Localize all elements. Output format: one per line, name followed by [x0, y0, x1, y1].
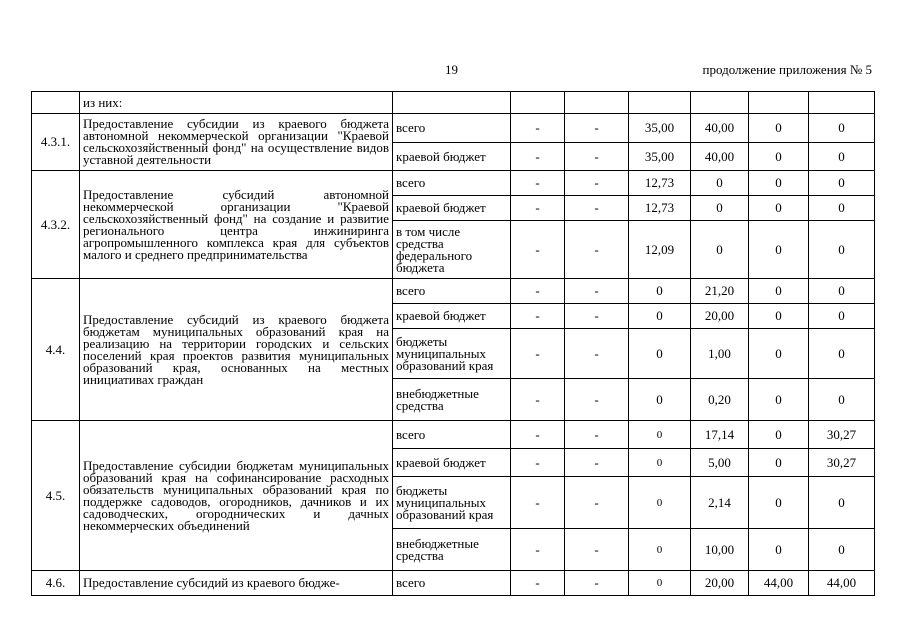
value-cell: 30,27 — [809, 449, 875, 477]
value-cell: - — [565, 196, 629, 221]
value-cell: - — [565, 329, 629, 379]
row-description: Предоставление субсидии из краевого бюджета автономной некоммерческой организации "Краевой сельскохозяйственный фонд" на осуществление видов уставной деятельности — [80, 114, 393, 171]
value-cell: 2,14 — [691, 477, 749, 529]
value-cell: 0 — [809, 279, 875, 304]
value-cell: 10,00 — [691, 529, 749, 571]
value-cell: - — [511, 304, 565, 329]
value-cell: - — [511, 379, 565, 421]
value-cell: 0 — [749, 279, 809, 304]
row-description: Предоставление субсидии бюджетам муниципальных образований края на софинансирование расходных обязательств муниципальных образований края по поддержке садоводов, огородников, дачников и их садоводческих, огороднических и дачных некоммерческих объединений — [80, 421, 393, 571]
subheader-cell: из них: — [80, 92, 393, 114]
value-cell: - — [565, 171, 629, 196]
value-cell: 44,00 — [749, 571, 809, 596]
value-cell: - — [511, 221, 565, 279]
value-cell: - — [565, 449, 629, 477]
funding-source: краевой бюджет — [393, 449, 511, 477]
table-row — [32, 171, 875, 196]
value-cell: 0 — [691, 171, 749, 196]
funding-source: всего — [393, 571, 511, 596]
value-cell: - — [565, 304, 629, 329]
value-cell: 0 — [629, 571, 691, 596]
value-cell: 0 — [749, 449, 809, 477]
value-cell: - — [565, 421, 629, 449]
row-description: Предоставление субсидий автономной некоммерческой организации "Краевой сельскохозяйственный фонд" на создание и развитие регионального центра инжиниринга агропромышленного комплекса края для субъектов малого и среднего предпринимательства — [80, 171, 393, 279]
value-cell: - — [511, 477, 565, 529]
table-cell — [32, 92, 80, 114]
value-cell: 35,00 — [629, 114, 691, 143]
value-cell: - — [511, 529, 565, 571]
value-cell: - — [511, 171, 565, 196]
value-cell: 0 — [629, 449, 691, 477]
value-cell: 0 — [749, 221, 809, 279]
row-number: 4.6. — [32, 571, 80, 596]
funding-source: всего — [393, 421, 511, 449]
value-cell: 0 — [809, 221, 875, 279]
value-cell: 0 — [749, 304, 809, 329]
value-cell: 0 — [691, 196, 749, 221]
value-cell: 0 — [629, 379, 691, 421]
table-cell — [629, 92, 691, 114]
funding-source: в том числе средства федерального бюджета — [393, 221, 511, 279]
value-cell: 0,20 — [691, 379, 749, 421]
funding-source: внебюджетные средства — [393, 379, 511, 421]
funding-source: краевой бюджет — [393, 196, 511, 221]
value-cell: - — [565, 114, 629, 143]
value-cell: 0 — [749, 529, 809, 571]
value-cell: 0 — [629, 529, 691, 571]
table-cell — [809, 92, 875, 114]
value-cell: 20,00 — [691, 571, 749, 596]
table-cell — [565, 92, 629, 114]
table-cell — [393, 92, 511, 114]
value-cell: 0 — [749, 171, 809, 196]
value-cell: 44,00 — [809, 571, 875, 596]
value-cell: 40,00 — [691, 114, 749, 143]
value-cell: - — [565, 477, 629, 529]
value-cell: 0 — [749, 421, 809, 449]
table-row — [32, 279, 875, 304]
value-cell: - — [511, 279, 565, 304]
row-description: Предоставление субсидий из краевого бюджета бюджетам муниципальных образований края на реализацию на территории городских и сельских поселений края проектов развития муниципальных образований края, основанных на местных инициативах граждан — [80, 279, 393, 421]
value-cell: 0 — [809, 477, 875, 529]
funding-source: краевой бюджет — [393, 304, 511, 329]
funding-source: краевой бюджет — [393, 143, 511, 171]
value-cell: 0 — [749, 114, 809, 143]
value-cell: 35,00 — [629, 143, 691, 171]
value-cell: 0 — [629, 477, 691, 529]
value-cell: 0 — [629, 279, 691, 304]
value-cell: - — [511, 449, 565, 477]
value-cell: 0 — [809, 329, 875, 379]
table-row — [32, 114, 875, 143]
table-row — [32, 421, 875, 449]
continuation-label: продолжение приложения № 5 — [702, 62, 872, 77]
value-cell: 12,09 — [629, 221, 691, 279]
value-cell: 17,14 — [691, 421, 749, 449]
row-number: 4.3.2. — [32, 171, 80, 279]
page-number: 19 — [445, 62, 458, 77]
value-cell: 20,00 — [691, 304, 749, 329]
value-cell: 0 — [629, 421, 691, 449]
value-cell: - — [511, 143, 565, 171]
row-number: 4.4. — [32, 279, 80, 421]
value-cell: - — [511, 196, 565, 221]
value-cell: 5,00 — [691, 449, 749, 477]
row-description: Предоставление субсидий из краевого бюдже- — [80, 571, 393, 596]
value-cell: 0 — [749, 379, 809, 421]
value-cell: - — [511, 329, 565, 379]
value-cell: 0 — [749, 196, 809, 221]
value-cell: 0 — [749, 329, 809, 379]
table-row — [32, 571, 875, 596]
value-cell: - — [565, 221, 629, 279]
funding-source: всего — [393, 171, 511, 196]
row-number: 4.3.1. — [32, 114, 80, 171]
value-cell: - — [511, 114, 565, 143]
value-cell: 21,20 — [691, 279, 749, 304]
value-cell: 1,00 — [691, 329, 749, 379]
value-cell: 40,00 — [691, 143, 749, 171]
budget-table — [31, 91, 875, 596]
table-cell — [511, 92, 565, 114]
value-cell: 0 — [809, 304, 875, 329]
value-cell: 0 — [809, 114, 875, 143]
value-cell: 12,73 — [629, 196, 691, 221]
value-cell: 0 — [691, 221, 749, 279]
value-cell: - — [565, 279, 629, 304]
value-cell: 0 — [809, 196, 875, 221]
value-cell: 0 — [629, 304, 691, 329]
funding-source: бюджеты муниципальных образований края — [393, 329, 511, 379]
value-cell: - — [511, 571, 565, 596]
value-cell: 0 — [809, 379, 875, 421]
value-cell: - — [565, 143, 629, 171]
funding-source: всего — [393, 114, 511, 143]
value-cell: 0 — [809, 529, 875, 571]
value-cell: 12,73 — [629, 171, 691, 196]
value-cell: 0 — [749, 143, 809, 171]
value-cell: - — [511, 421, 565, 449]
table-cell — [749, 92, 809, 114]
table-row — [32, 92, 875, 114]
row-number: 4.5. — [32, 421, 80, 571]
value-cell: - — [565, 571, 629, 596]
value-cell: - — [565, 529, 629, 571]
table-cell — [691, 92, 749, 114]
value-cell: 0 — [629, 329, 691, 379]
value-cell: 30,27 — [809, 421, 875, 449]
funding-source: бюджеты муниципальных образований края — [393, 477, 511, 529]
value-cell: 0 — [749, 477, 809, 529]
value-cell: 0 — [809, 143, 875, 171]
value-cell: 0 — [809, 171, 875, 196]
funding-source: внебюджетные средства — [393, 529, 511, 571]
funding-source: всего — [393, 279, 511, 304]
value-cell: - — [565, 379, 629, 421]
